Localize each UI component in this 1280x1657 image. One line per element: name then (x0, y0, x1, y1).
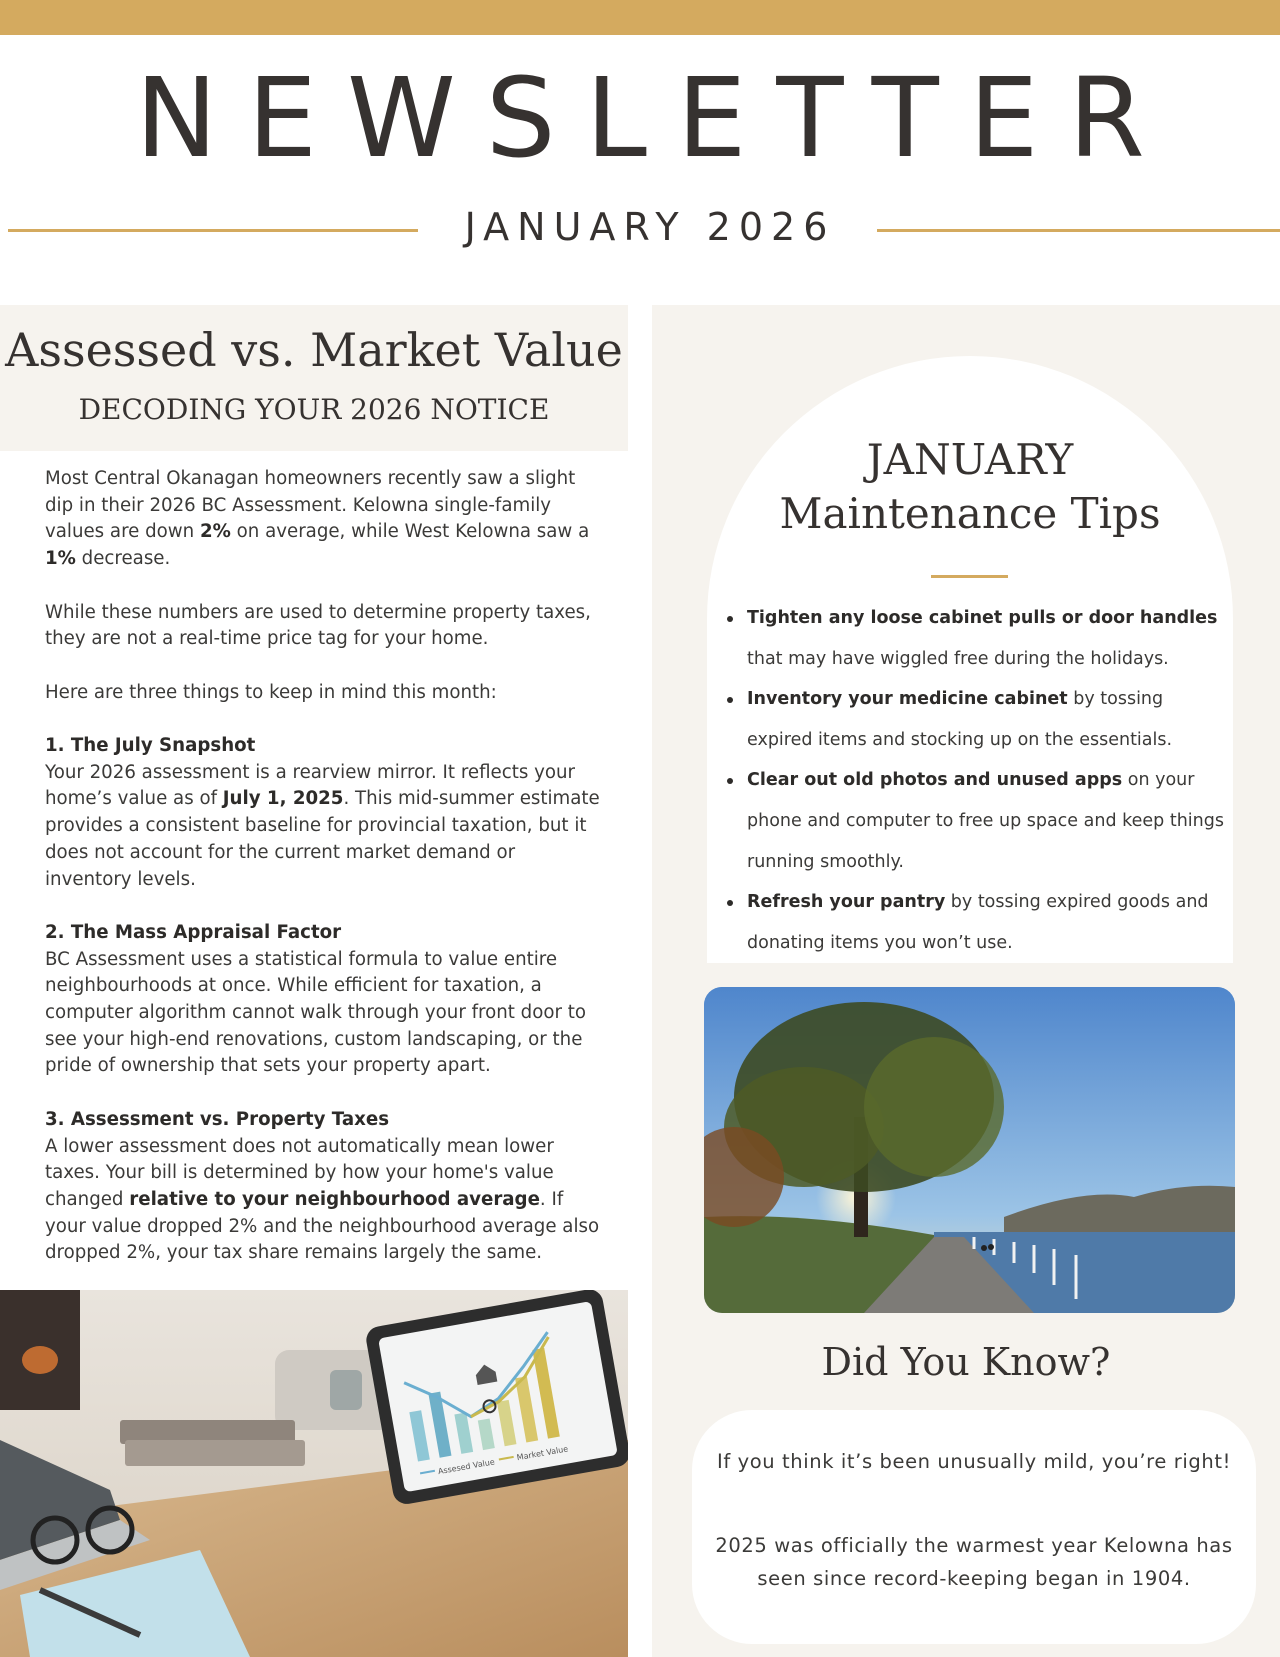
section-text: . If your value dropped 2% and the neighbourhood average also dropped 2%, your tax share remains largely the same. (45, 1188, 600, 1264)
paragraph-3: Here are three things to keep in mind this month: (45, 681, 497, 703)
section-text: Your 2026 assessment is a rearview mirror. It reflects your home’s value as of (45, 761, 576, 810)
did-you-know-text-1: If you think it’s been unusually mild, you’re right! (716, 1450, 1232, 1473)
section-bold-phrase: relative to your neighbourhood average (129, 1188, 540, 1210)
tip-text: by tossing expired goods and donating items you won’t use. (747, 892, 1209, 953)
section-title: 2. The Mass Appraisal Factor (45, 921, 342, 943)
tip-item (747, 598, 1227, 679)
desk-tablet-photo (0, 1290, 628, 1657)
tip-bold: Tighten any loose cabinet pulls or door handles (747, 608, 1218, 628)
section-assessment-vs-taxes (45, 1107, 605, 1267)
paragraph-2: While these numbers are used to determine property taxes, they are not a real-time price tag for your home. (45, 601, 591, 650)
date-rule-left (8, 229, 418, 232)
tablet-legend-assessed: Assesed Value (437, 1457, 496, 1477)
lead-article-header (0, 305, 628, 451)
tip-item (747, 882, 1227, 963)
top-accent-bar (0, 0, 1280, 35)
maintenance-tips-title (707, 433, 1233, 541)
intro-kelowna-figure: 2% (199, 521, 231, 543)
waterfront-illustration (704, 987, 1235, 1313)
intro-text: decrease. (75, 548, 171, 570)
tips-divider (931, 575, 1008, 578)
desk-tablet-illustration (0, 1290, 628, 1657)
date-rule-right (877, 229, 1280, 232)
intro-text: on average, while West Kelowna saw a (230, 521, 590, 543)
section-title: 3. Assessment vs. Property Taxes (45, 1108, 390, 1130)
section-title: 1. The July Snapshot (45, 734, 256, 756)
did-you-know-title: Did You Know? (821, 1340, 1111, 1384)
newsletter-masthead: NEWSLETTER (135, 54, 1175, 182)
maintenance-tips-list (747, 598, 1227, 963)
section-text: A lower assessment does not automatically mean lower taxes. Your bill is determined by how your home's value changed (45, 1135, 554, 1210)
lead-article-body (45, 466, 605, 1294)
tip-bold: Refresh your pantry (747, 892, 946, 913)
tip-bold: Inventory your medicine cabinet (747, 689, 1068, 710)
intro-text: Most Central Okanagan homeowners recently saw a slight dip in their 2026 BC Assessment. Kelowna single-family values are down (45, 468, 576, 543)
section-text: BC Assessment uses a statistical formula to value entire neighbourhoods at once. While efficient for taxation, a computer algorithm cannot walk through your front door to see your high-end renovations, custom landscaping, or the pride of ownership that sets your property apart. (45, 948, 586, 1077)
tip-bold: Clear out old photos and unused apps (747, 770, 1123, 791)
tablet-legend-market: Market Value (516, 1444, 569, 1463)
tip-item (747, 679, 1227, 760)
tips-title-line-2: Maintenance Tips (779, 489, 1161, 538)
did-you-know-text-2: 2025 was officially the warmest year Kelowna has seen since record-keeping began in 1904. (715, 1534, 1233, 1590)
section-mass-appraisal (45, 920, 605, 1080)
tip-text: by tossing expired items and stocking up on the essentials. (747, 689, 1173, 750)
intro-paragraph (45, 466, 605, 573)
section-july-snapshot (45, 733, 605, 893)
tip-item (747, 760, 1227, 882)
waterfront-park-photo (704, 987, 1235, 1313)
lead-article-subtitle: DECODING YOUR 2026 NOTICE (78, 393, 550, 426)
tip-text: that may have wiggled free during the holidays. (747, 648, 1169, 669)
section-bold-date: July 1, 2025 (222, 788, 344, 810)
tips-title-line-1: JANUARY (866, 435, 1074, 484)
tip-text: on your phone and computer to free up space and keep things running smoothly. (747, 770, 1224, 872)
issue-date: JANUARY 2026 (464, 205, 836, 249)
section-text: . This mid-summer estimate provides a consistent baseline for provincial taxation, but it does not account for the current market demand or inventory levels. (45, 788, 600, 890)
lead-article-title: Assessed vs. Market Value (5, 323, 623, 377)
intro-west-kelowna-figure: 1% (45, 548, 76, 570)
